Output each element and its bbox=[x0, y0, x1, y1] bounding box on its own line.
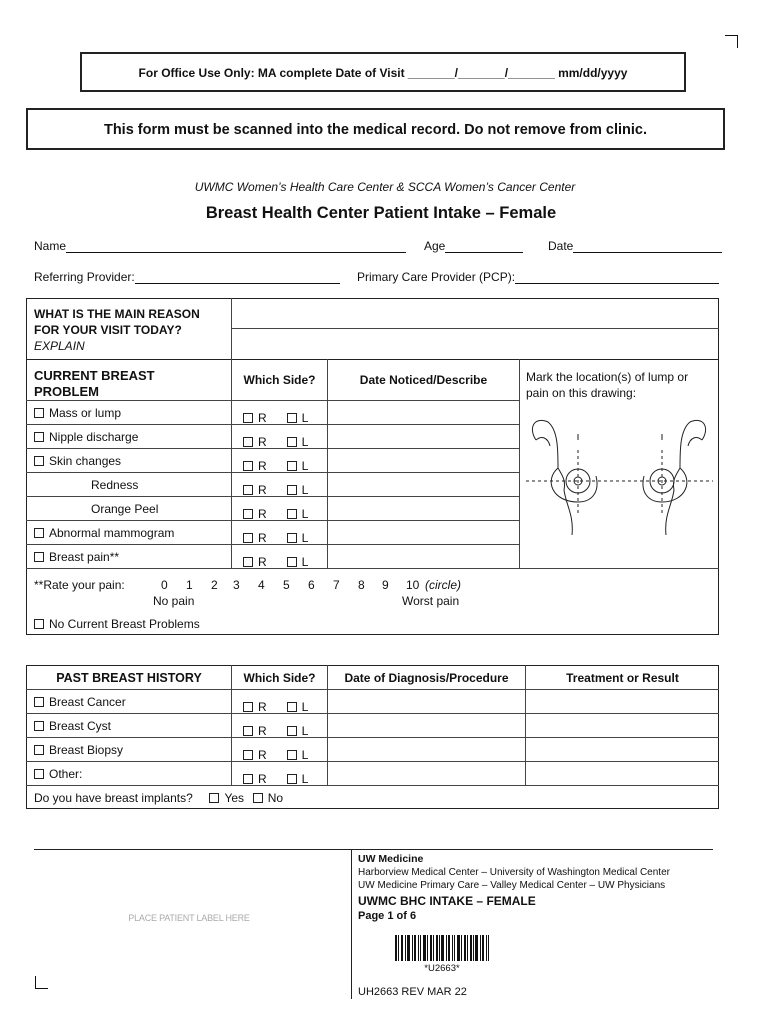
side-l-checkbox[interactable] bbox=[287, 461, 297, 471]
side-r-checkbox[interactable] bbox=[243, 437, 253, 447]
side-choice: R L bbox=[243, 767, 308, 791]
current-row-skin bbox=[34, 454, 121, 468]
pcp-line[interactable] bbox=[515, 271, 719, 284]
corner-mark-bottom-left bbox=[35, 976, 48, 989]
worst-pain-label: Worst pain bbox=[402, 594, 460, 608]
pain-5[interactable]: 5 bbox=[283, 578, 290, 592]
current-side-column bbox=[243, 406, 308, 574]
side-choice: R L bbox=[243, 743, 308, 767]
reason-line2: FOR YOUR VISIT TODAY? bbox=[34, 323, 182, 337]
checkbox[interactable] bbox=[34, 619, 44, 629]
implants-label: Do you have breast implants? bbox=[34, 791, 193, 805]
side-l-checkbox[interactable] bbox=[287, 774, 297, 784]
referring-line[interactable] bbox=[135, 271, 340, 284]
current-row-redness bbox=[91, 478, 138, 492]
checkbox[interactable] bbox=[34, 432, 44, 442]
reason-divider-h bbox=[231, 328, 719, 329]
scan-notice-text: This form must be scanned into the medical record. Do not remove from clinic. bbox=[103, 122, 648, 138]
no-pain-label: No pain bbox=[153, 594, 195, 608]
footer-org-name: UW Medicine bbox=[358, 853, 424, 865]
side-r-checkbox[interactable] bbox=[243, 726, 253, 736]
side-l-checkbox[interactable] bbox=[287, 726, 297, 736]
implants-no-label: No bbox=[267, 791, 284, 805]
barcode bbox=[395, 935, 489, 961]
row-label: Skin changes bbox=[49, 454, 122, 468]
row-label: Other: bbox=[49, 767, 83, 781]
row-label: Breast Cancer bbox=[49, 695, 126, 709]
side-choice: R L bbox=[243, 695, 308, 719]
current-date-header: Date Noticed/Describe bbox=[359, 373, 488, 387]
reason-answer-1[interactable] bbox=[233, 300, 717, 327]
scan-notice-box bbox=[26, 108, 725, 150]
name-label: Name bbox=[34, 239, 67, 253]
reason-line1: WHAT IS THE MAIN REASON bbox=[34, 307, 200, 321]
col-div-2 bbox=[327, 359, 328, 568]
side-r-checkbox[interactable] bbox=[243, 485, 253, 495]
side-l-checkbox[interactable] bbox=[287, 509, 297, 519]
side-choice: R L bbox=[243, 430, 308, 454]
checkbox[interactable] bbox=[34, 697, 44, 707]
row-label: Mass or lump bbox=[49, 406, 122, 420]
pain-3[interactable]: 3 bbox=[233, 578, 240, 592]
pcp-field[interactable] bbox=[357, 270, 719, 284]
corner-mark-top-right bbox=[725, 35, 738, 48]
implants-yes-label: Yes bbox=[224, 791, 245, 805]
footer-org bbox=[358, 853, 670, 892]
history-row-biopsy bbox=[34, 743, 123, 757]
history-row-cancer bbox=[34, 695, 126, 709]
current-row-mammogram bbox=[34, 526, 174, 540]
no-problems-label: No Current Breast Problems bbox=[49, 617, 200, 631]
side-l-checkbox[interactable] bbox=[287, 413, 297, 423]
date-label: Date bbox=[548, 239, 574, 253]
reason-divider bbox=[231, 298, 232, 360]
side-r-checkbox[interactable] bbox=[243, 533, 253, 543]
current-header-1: CURRENT BREAST bbox=[34, 368, 155, 383]
row-label: Breast Biopsy bbox=[49, 743, 124, 757]
history-row-other bbox=[34, 767, 82, 781]
pcp-label: Primary Care Provider (PCP): bbox=[357, 270, 516, 284]
name-line[interactable] bbox=[66, 240, 406, 253]
current-header bbox=[34, 368, 155, 400]
row-label: Redness bbox=[91, 478, 139, 492]
form-title: Breast Health Center Patient Intake – Female bbox=[205, 204, 557, 222]
current-row-pain bbox=[34, 550, 119, 564]
col-div-3 bbox=[519, 359, 520, 568]
checkbox[interactable] bbox=[34, 552, 44, 562]
side-l-checkbox[interactable] bbox=[287, 557, 297, 567]
side-choice: R L bbox=[243, 502, 308, 526]
side-l-checkbox[interactable] bbox=[287, 533, 297, 543]
current-row-orange-peel bbox=[91, 502, 158, 516]
breast-diagram[interactable] bbox=[522, 410, 717, 540]
side-choice: R L bbox=[243, 406, 308, 430]
patient-label-placeholder: PLACE PATIENT LABEL HERE bbox=[128, 913, 250, 923]
footer-line-2: UW Medicine Primary Care – Valley Medical Center – UW Physicians bbox=[358, 880, 666, 891]
current-side-header: Which Side? bbox=[243, 373, 316, 387]
side-choice: R L bbox=[243, 550, 308, 574]
office-use-text: For Office Use Only: MA complete Date of Visit _______/_______/_______ mm/dd/yyyy bbox=[138, 66, 628, 80]
side-l-checkbox[interactable] bbox=[287, 485, 297, 495]
footer-page: Page 1 of 6 bbox=[358, 910, 417, 922]
date-field[interactable] bbox=[548, 239, 722, 253]
row-label: Breast pain** bbox=[49, 550, 120, 564]
row-label: Nipple discharge bbox=[49, 430, 139, 444]
side-r-checkbox[interactable] bbox=[243, 774, 253, 784]
side-choice: R L bbox=[243, 526, 308, 550]
pain-1[interactable]: 1 bbox=[186, 578, 193, 592]
side-choice: R L bbox=[243, 719, 308, 743]
pain-7[interactable]: 7 bbox=[333, 578, 340, 592]
footer-rule bbox=[34, 849, 713, 850]
no-current-problems bbox=[34, 617, 200, 631]
reason-line3: EXPLAIN bbox=[34, 339, 85, 353]
checkbox[interactable] bbox=[34, 745, 44, 755]
checkbox[interactable] bbox=[34, 721, 44, 731]
pain-9[interactable]: 9 bbox=[382, 578, 389, 592]
history-row-cyst bbox=[34, 719, 111, 733]
implants-question bbox=[34, 791, 283, 805]
side-r-checkbox[interactable] bbox=[243, 557, 253, 567]
drawing-note: Mark the location(s) of lump or pain on this drawing: bbox=[526, 370, 689, 400]
side-r-checkbox[interactable] bbox=[243, 461, 253, 471]
row-label: Orange Peel bbox=[91, 502, 159, 516]
row-label: Breast Cyst bbox=[49, 719, 112, 733]
row-label: Abnormal mammogram bbox=[49, 526, 175, 540]
checkbox[interactable] bbox=[34, 528, 44, 538]
side-r-checkbox[interactable] bbox=[243, 509, 253, 519]
side-r-checkbox[interactable] bbox=[243, 750, 253, 760]
pain-8[interactable]: 8 bbox=[358, 578, 365, 592]
footer-divider bbox=[351, 849, 352, 999]
age-line[interactable] bbox=[445, 240, 523, 253]
revision-code: UH2663 REV MAR 22 bbox=[358, 986, 467, 998]
pain-0[interactable]: 0 bbox=[161, 578, 168, 592]
implants-no-checkbox[interactable] bbox=[253, 793, 263, 803]
reason-label bbox=[34, 306, 200, 354]
footer-form-name: UWMC BHC INTAKE – FEMALE bbox=[358, 894, 536, 908]
checkbox[interactable] bbox=[34, 408, 44, 418]
history-date-header: Date of Diagnosis/Procedure bbox=[344, 671, 509, 685]
side-l-checkbox[interactable] bbox=[287, 750, 297, 760]
clinic-subtitle: UWMC Women’s Health Care Center & SCCA Women’s Cancer Center bbox=[194, 180, 576, 194]
history-side-column bbox=[243, 695, 308, 791]
pain-2[interactable]: 2 bbox=[211, 578, 218, 592]
pain-label: **Rate your pain: bbox=[34, 578, 125, 592]
pain-6[interactable]: 6 bbox=[308, 578, 315, 592]
history-header: PAST BREAST HISTORY bbox=[56, 671, 202, 685]
age-field[interactable] bbox=[424, 239, 523, 253]
side-l-checkbox[interactable] bbox=[287, 437, 297, 447]
office-use-box bbox=[80, 52, 686, 92]
side-r-checkbox[interactable] bbox=[243, 413, 253, 423]
side-choice: R L bbox=[243, 454, 308, 478]
name-field[interactable] bbox=[34, 239, 406, 253]
pain-4[interactable]: 4 bbox=[258, 578, 265, 592]
current-row-mass bbox=[34, 406, 121, 420]
side-r-checkbox[interactable] bbox=[243, 702, 253, 712]
history-side-header: Which Side? bbox=[243, 671, 316, 685]
pain-10[interactable]: 10 bbox=[406, 578, 420, 592]
referring-field[interactable] bbox=[34, 270, 340, 284]
checkbox[interactable] bbox=[34, 456, 44, 466]
reason-answer-2[interactable] bbox=[233, 330, 717, 358]
col-div-1 bbox=[231, 359, 232, 568]
age-label: Age bbox=[424, 239, 446, 253]
current-header-2: PROBLEM bbox=[34, 384, 99, 399]
barcode-text: *U2663* bbox=[424, 963, 460, 974]
implants-yes-checkbox[interactable] bbox=[209, 793, 219, 803]
side-l-checkbox[interactable] bbox=[287, 702, 297, 712]
history-treatment-header: Treatment or Result bbox=[566, 671, 679, 685]
side-choice: R L bbox=[243, 478, 308, 502]
date-line[interactable] bbox=[573, 240, 722, 253]
referring-label: Referring Provider: bbox=[34, 270, 135, 284]
current-row-nipple bbox=[34, 430, 138, 444]
footer-line-1: Harborview Medical Center – University of Washington Medical Center bbox=[358, 867, 670, 878]
checkbox[interactable] bbox=[34, 769, 44, 779]
pain-circle-note: (circle) bbox=[425, 578, 461, 592]
